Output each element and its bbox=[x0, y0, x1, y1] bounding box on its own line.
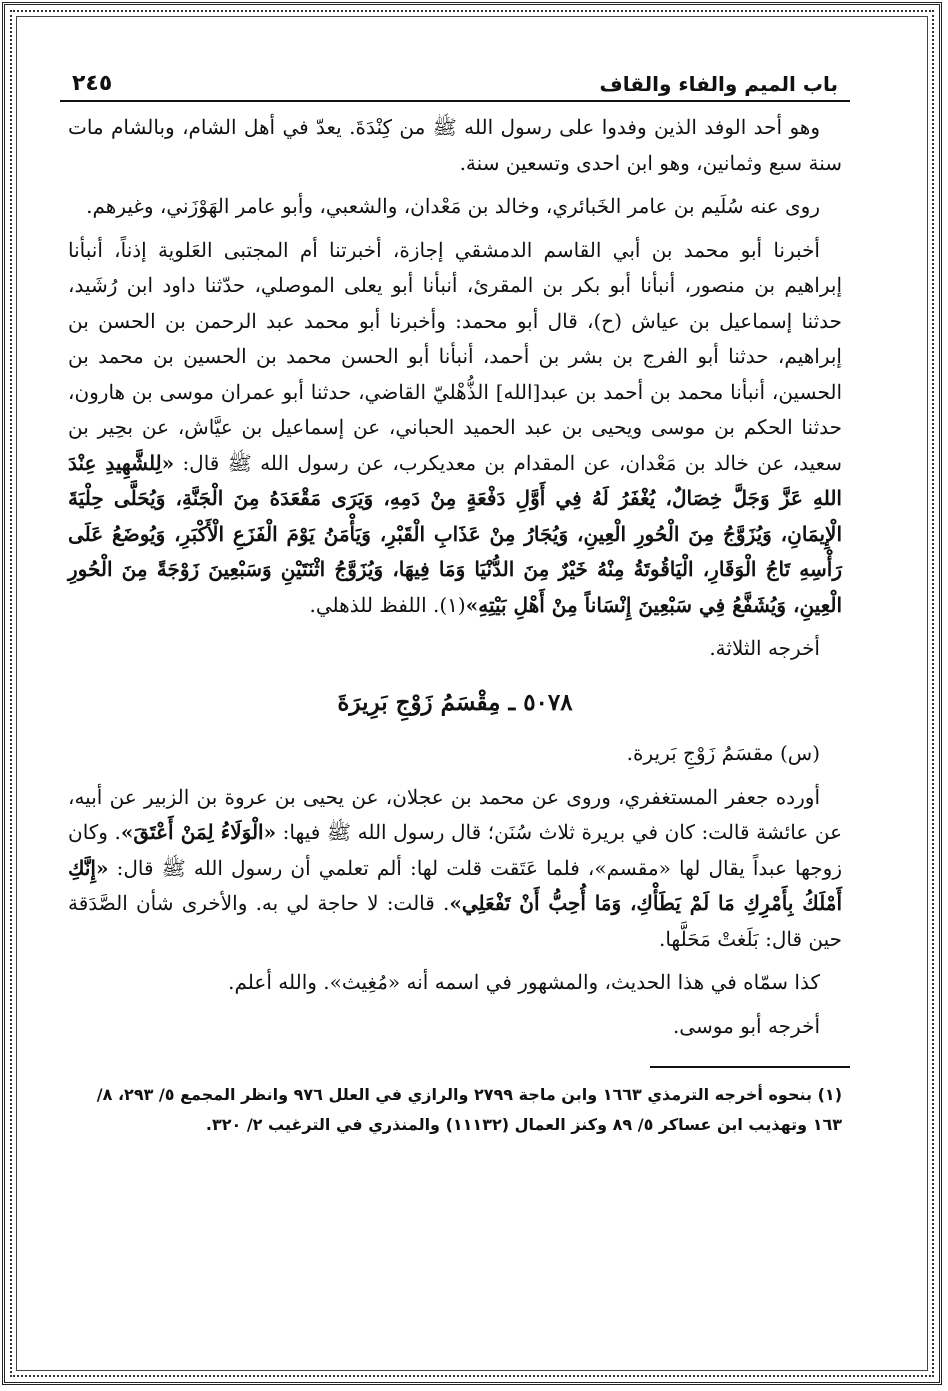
hadith-amlak: «إِنَّكِ أَمْلَكُ بِأَمْرِكِ مَا لَمْ يَطَأْكِ، وَمَا أُحِبُّ أَنْ تَفْعَلِي» bbox=[68, 855, 842, 915]
narration-end: . قالت: لا حاجة لي به. والأخرى شأن الصَّدَقة حين قال: بَلَغتْ مَحَلَّها. bbox=[68, 891, 842, 951]
hadith-wala: «الْوَلَاءُ لِمَنْ أَعْتَقَ» bbox=[120, 820, 277, 844]
footnote-separator bbox=[650, 1066, 850, 1068]
narration-continued: . وكان زوجها عبداً يقال لها «مقسم»، فلما عَتَقت قلت لها: ألم تعلمي أن رسول الله ﷺ قال: bbox=[68, 820, 842, 880]
entry-paragraph-takhrij: أخرجه أبو موسى. bbox=[672, 1013, 820, 1038]
paragraph-isnad bbox=[68, 233, 842, 624]
hadith-text: «لِلشَّهِيدِ عِنْدَ اللهِ عَزَّ وَجَلَّ خِصَالٌ، يُغْفَرُ لَهُ فِي أَوَّلِ دَفْعَةٍ مِنْ دَمِهِ، وَيَرَى مَقْعَدَهُ مِنَ الْجَنَّةِ، وَيُحَلَّى حِلْيَةَ الْإِيمَانِ، وَيُزَوَّجُ مِنَ الْحُورِ الْعِينِ، وَيُجَارُ مِنْ عَذَابِ الْقَبْرِ، وَيَأْمَنُ يَوْمَ الْفَزَعِ الْأَكْبَرِ، وَيُوضَعُ عَلَى رَأْسِهِ تَاجُ الْوَقَارِ، الْيَاقُوتَةُ مِنْهُ خَيْرٌ مِنَ الدُّنْيَا وَمَا فِيهَا، وَيُزَوَّجُ اثْنَتَيْنِ وَسَبْعِينَ زَوْجَةً مِنَ الْحُورِ الْعِينِ، وَيُشَفَّعُ فِي سَبْعِينَ إِنْسَاناً مِنْ أَهْلِ بَيْتِهِ» bbox=[68, 450, 842, 617]
footnote-text: (١) بنحوه أخرجه الترمذي ١٦٦٣ وابن ماجة ٢٧٩٩ والرازي في العلل ٩٧٦ وانظر المجمع ٥/ ٢٩٣، ٨/ ١٦٣ وتهذيب ابن عساكر ٥/ ٨٩ وكنز العمال (١١١٣٢) والمنذري في الترغيب ٢/ ٣٢٠. bbox=[96, 1085, 842, 1134]
footnote-ref: (١). اللفظ للذهلي. bbox=[309, 592, 466, 617]
entry-heading: ٥٠٧٨ ـ مِقْسَمُ زَوْجِ بَرِيرَةَ bbox=[337, 688, 573, 716]
paragraph-biography: وهو أحد الوفد الذين وفدوا على رسول الله ﷺ من كِنْدَةَ. يعدّ في أهل الشام، وبالشام مات سنة سبع وثمانين، وهو ابن احدى وتسعين سنة. bbox=[68, 115, 842, 175]
chapter-title: باب الميم والفاء والقاف bbox=[599, 72, 838, 96]
paragraph-takhrij: أخرجه الثلاثة. bbox=[709, 636, 820, 660]
main-text bbox=[60, 110, 850, 1044]
isnad-text: أخبرنا أبو محمد بن أبي القاسم الدمشقي إجازة، أخبرتنا أم المجتبى العَلوية إذناً، أنبأنا إبراهيم بن منصور، أنبأنا أبو بكر بن المقرئ، أنبأنا أبو يعلى الموصلي، حدّثنا داود ابن رُشَيد، حدثنا إسماعيل بن عياش (ح)، قال أبو محمد: وأخبرنا أبو محمد عبد الرحمن بن الحسن بن إبراهيم، حدثنا أبو الفرج بن بشر بن أحمد، أنبأنا أبو الحسن محمد بن الحسين بن محمد بن الحسين، أنبأنا محمد بن أحمد بن عبد[الله] الذُّهْليّ القاضي، حدثنا أبو عمران موسى بن هارون، حدثنا الحكم بن موسى ويحيى بن عبد الحميد الحباني، عن إسماعيل بن عيَّاش، عن بحِير بن سعيد، عن خالد بن مَعْدان، عن المقدام بن معديكرب، عن رسول الله ﷺ قال: bbox=[68, 237, 842, 475]
entry-paragraph-note: كذا سمّاه في هذا الحديث، والمشهور في اسمه أنه «مُغِيث». والله أعلم. bbox=[228, 970, 820, 994]
page-number: ٢٤٥ bbox=[72, 71, 113, 96]
page-content bbox=[60, 62, 850, 1332]
paragraph-narrators: روى عنه سُلَيم بن عامر الخَبائري، وخالد بن مَعْدان، والشعبي، وأبو عامر الهَوْزَني، وغيرهم. bbox=[86, 194, 820, 218]
entry-paragraph-narration bbox=[68, 780, 842, 958]
footnote bbox=[60, 1080, 850, 1140]
running-header bbox=[60, 62, 850, 102]
narration-text: أورده جعفر المستغفري، وروى عن محمد بن عجلان، عن يحيى بن عروة بن الزبير عن أبيه، عن عائشة قالت: كان في بريرة ثلاث سُنَن؛ قال رسول الله ﷺ فيها: bbox=[68, 784, 842, 844]
entry-title-line: (س) مقسَمُ زَوْجِ بَريرة. bbox=[626, 741, 820, 765]
